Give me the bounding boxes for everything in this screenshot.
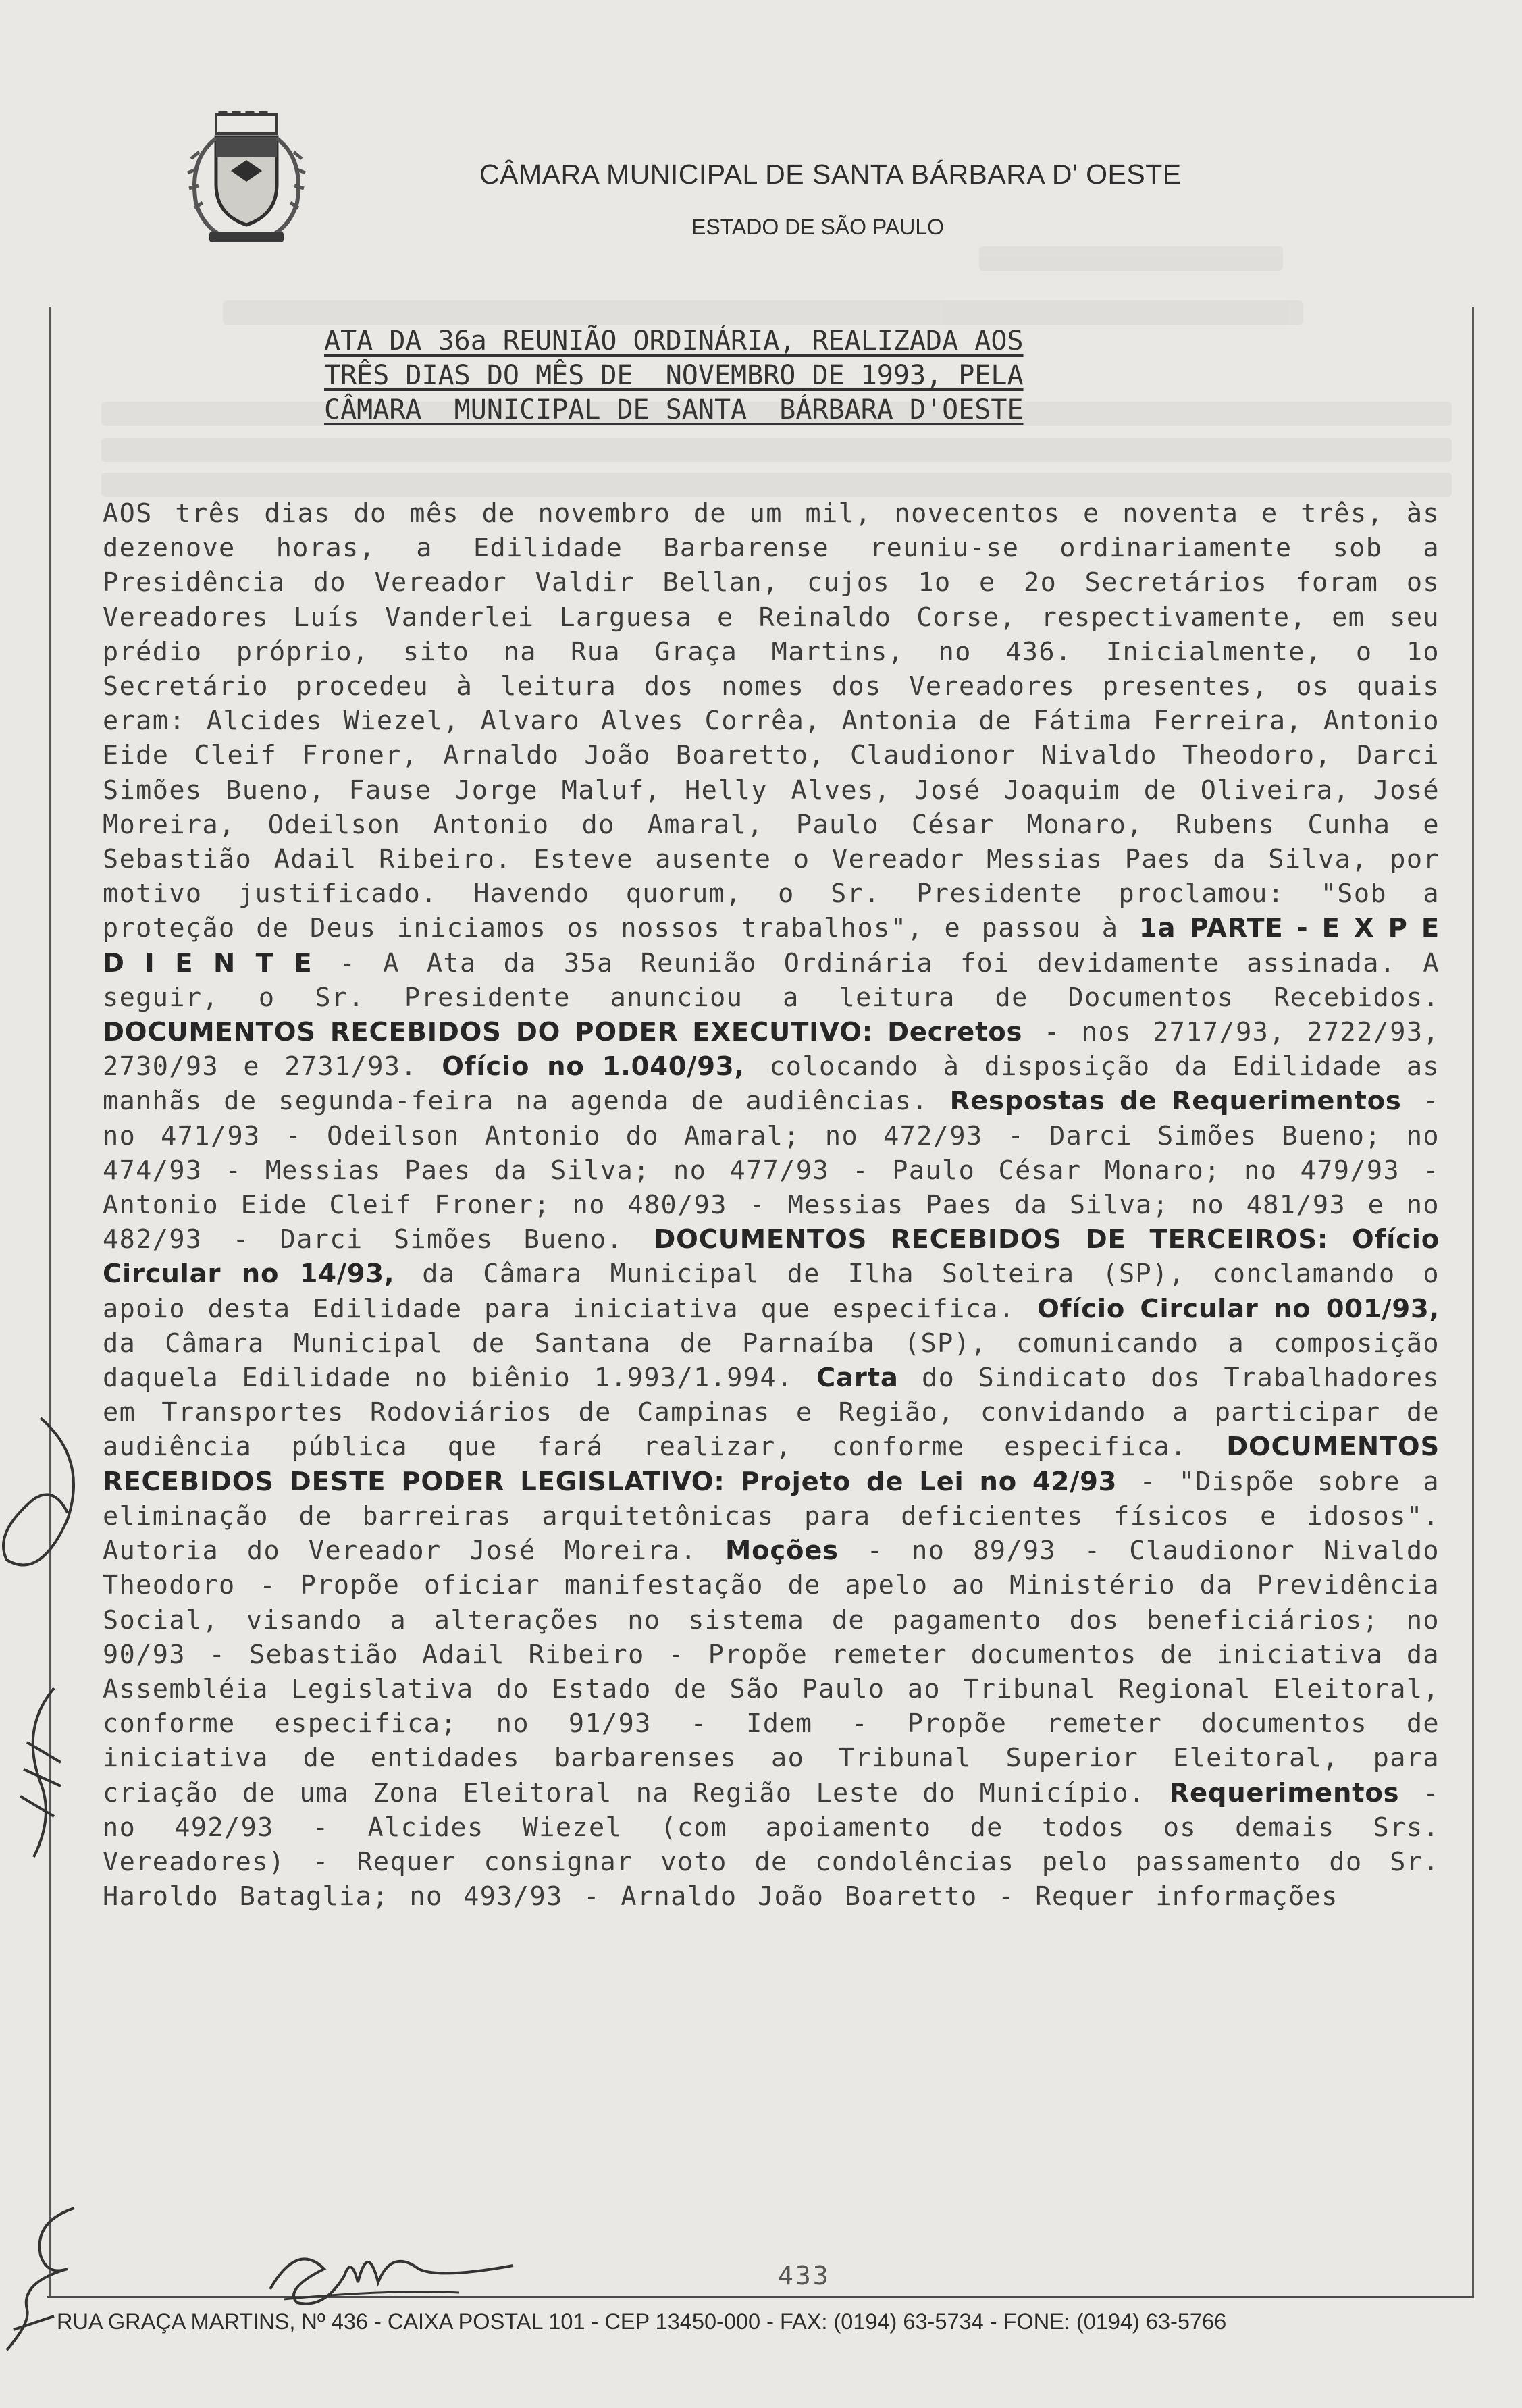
minutes-body <box>103 496 1440 1914</box>
body-text: - "Dispõe sobre a eliminação de barreiras arquitetônicas para deficientes físicos e idosos". Autoria do Vereador José Moreira. <box>103 1466 1440 1567</box>
footer-address: RUA GRAÇA MARTINS, Nº 436 - CAIXA POSTAL 101 - CEP 13450-000 - FAX: (0194) 63-5734 - FONE: (0194) 63-5766 <box>57 2309 1227 2334</box>
body-text: da Câmara Municipal de Santana de Parnaíba (SP), comunicando a composição daquela Edilidade no biênio 1.993/1.994. <box>103 1328 1440 1394</box>
corner-initials <box>0 2195 88 2370</box>
section-heading: Ofício Circular no 001/93, <box>1037 1293 1440 1324</box>
body-text: - A Ata da 35a Reunião Ordinária foi devidamente assinada. A seguir, o Sr. Presidente anunciou a leitura de Documentos Recebidos. <box>103 947 1440 1013</box>
section-heading: Ofício no 1.040/93, <box>442 1051 745 1082</box>
title-line: ATA DA 36a REUNIÃO ORDINÁRIA, REALIZADA AOS <box>324 325 1024 357</box>
body-text: AOS três dias do mês de novembro de um mil, novecentos e noventa e três, às dezenove horas, a Edilidade Barbarense reuniu-se ordinariamente sob a Presidência do Vereador Valdir Bellan, cujos 1o e 2o Secretários foram os Vereadores Luís Vanderlei Larguesa e Reinaldo Corse, respectivamente, em seu prédio próprio, sito na Rua Graça Martins, no 436. Inicialmente, o 1o Secretário procedeu à leitura dos nomes dos Vereadores presentes, os quais eram: Alcides Wiezel, Alvaro Alves Corrêa, Antonia de Fátima Ferreira, Antonio Eide Cleif Froner, Arnaldo João Boaretto, Claudionor Nivaldo Theodoro, Darci Simões Bueno, Fause Jorge Maluf, Helly Alves, José Joaquim de Oliveira, José Moreira, Odeilson Antonio do Amaral, Paulo César Monaro, Rubens Cunha e Sebastião Adail Ribeiro. Esteve ausente o Vereador Messias Paes da Silva, por motivo justificado. Havendo quorum, o Sr. Presidente proclamou: "Sob a proteção de Deus iniciamos os nossos trabalhos", e passou à <box>103 498 1440 944</box>
section-heading: Respostas de Requerimentos <box>949 1086 1402 1117</box>
margin-signature <box>0 1405 95 1945</box>
section-heading: DOCUMENTOS RECEBIDOS DESTE PODER LEGISLATIVO: Projeto de Lei no 42/93 <box>103 1432 1440 1497</box>
institution-name: CÂMARA MUNICIPAL DE SANTA BÁRBARA D' OESTE <box>479 159 1182 190</box>
body-text: colocando à disposição da Edilidade as manhãs de segunda-feira na agenda de audiências. <box>103 1051 1440 1117</box>
page-number: 433 <box>778 2261 831 2291</box>
section-heading: 1a PARTE - E X P E D I E N T E <box>103 913 1440 978</box>
title-line: TRÊS DIAS DO MÊS DE NOVEMBRO DE 1993, PELA <box>324 360 1024 391</box>
section-heading: DOCUMENTOS RECEBIDOS DO PODER EXECUTIVO: Decretos <box>103 1017 1023 1048</box>
body-text: - no 492/93 - Alcides Wiezel (com apoiamento de todos os demais Srs. Vereadores) - Requer consignar voto de condolências pelo passamento do Sr. Haroldo Bataglia; no 493/93 - Arnaldo João Boaretto - Requer informações <box>103 1777 1440 1912</box>
section-heading: Moções <box>725 1536 839 1567</box>
institution-state: ESTADO DE SÃO PAULO <box>691 215 945 239</box>
body-text: - no 89/93 - Claudionor Nivaldo Theodoro - Propõe oficiar manifestação de apelo ao Ministério da Previdência Social, visando a alterações no sistema de pagamento dos beneficiários; no 90/93 - Sebastião Adail Ribeiro - Propõe remeter documentos de iniciativa da Assembléia Legislativa do Estado de São Paulo ao Tribunal Regional Eleitoral, conforme especifica; no 91/93 - Idem - Propõe remeter documentos de iniciativa de entidades barbarenses ao Tribunal Superior Eleitoral, para criação de uma Zona Eleitoral na Região Leste do Município. <box>103 1536 1440 1808</box>
president-signature <box>257 2228 540 2309</box>
section-heading: DOCUMENTOS RECEBIDOS DE TERCEIROS: Ofício Circular no 14/93, <box>103 1224 1440 1290</box>
body-text: - nos 2717/93, 2722/93, 2730/93 e 2731/93. <box>103 1017 1440 1082</box>
body-text: - no 471/93 - Odeilson Antonio do Amaral; no 472/93 - Darci Simões Bueno; no 474/93 - Messias Paes da Silva; no 477/93 - Paulo César Monaro; no 479/93 - Antonio Eide Cleif Froner; no 480/93 - Messias Paes da Silva; no 481/93 e no 482/93 - Darci Simões Bueno. <box>103 1086 1440 1255</box>
body-text: do Sindicato dos Trabalhadores em Transportes Rodoviários de Campinas e Região, convidando a participar de audiência pública que fará realizar, conforme especifica. <box>103 1363 1440 1463</box>
municipal-crest-icon <box>182 111 311 246</box>
page-border-right <box>1472 307 1474 2296</box>
page-border-left <box>49 307 51 2296</box>
title-line: CÂMARA MUNICIPAL DE SANTA BÁRBARA D'OESTE <box>324 394 1024 425</box>
section-heading: Requerimentos <box>1169 1777 1400 1808</box>
minutes-title <box>324 324 1202 427</box>
section-heading: Carta <box>816 1363 899 1394</box>
body-text: da Câmara Municipal de Ilha Solteira (SP), conclamando o apoio desta Edilidade para iniciativa que especifica. <box>103 1259 1440 1324</box>
